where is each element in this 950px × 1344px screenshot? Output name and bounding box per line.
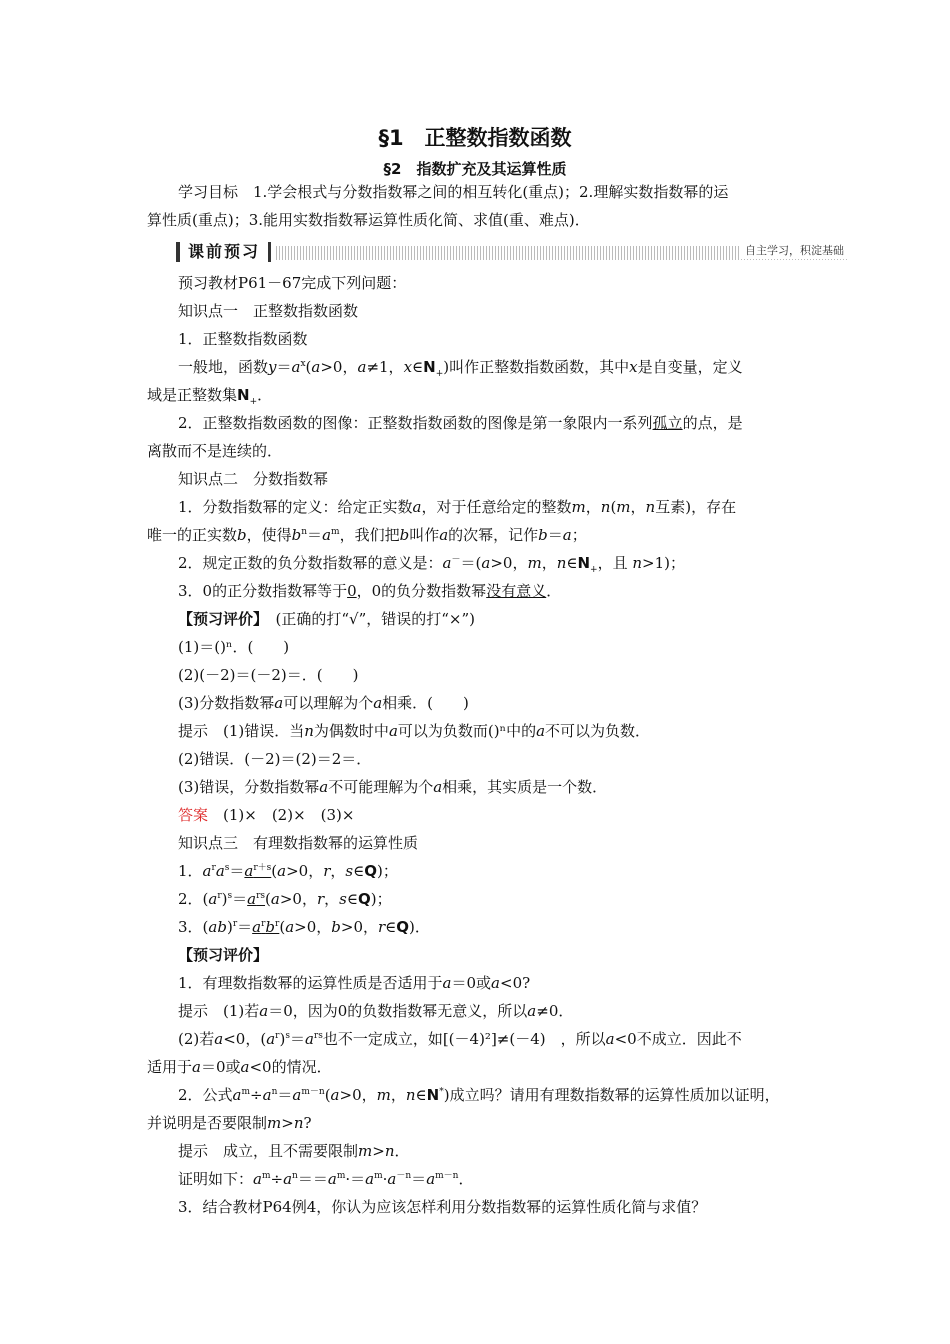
objectives-line-2: 算性质(重点)；3.能用实数指数幂运算性质化简、求值(重、难点)．: [147, 211, 590, 229]
eval-q3: (3)分数指数幂a可以理解为个a相乘．( ): [178, 694, 469, 712]
kp1-item2-line-2: 离散而不是连续的．: [147, 442, 283, 460]
banner-bar-icon: [176, 242, 180, 262]
eval2-q1: 1．有理数指数幂的运算性质是否适用于a＝0或a<0?: [178, 974, 531, 992]
tip-1: 提示 (1)错误．当n为偶数时中a可以为负数而()ⁿ中的a不可以为负数．: [178, 722, 651, 740]
kp1-item1: 1．正整数指数函数: [178, 330, 308, 348]
tip-3: (3)错误，分数指数幂a不可能理解为个a相乘，其实质是一个数．: [178, 778, 608, 796]
proof-line: 证明如下：$a^m\div a^n==a^m\cdot=a^m\cdot a^{-n}=a^{m-n}$．: [178, 1170, 474, 1188]
banner-tag: 自主学习，积淀基础: [741, 243, 848, 259]
eval2-q2-line-1: 2．公式$a^m\div a^n=a^{m-n}(a>0$，m，n∈N*)成立吗？请用有理数指数幂的运算性质加以证明，: [178, 1086, 780, 1104]
kp3-item2: 2．$(a^r)^s=a^{rs}(a>0$，r，s∈Q)；: [178, 890, 392, 908]
banner-divider: [268, 242, 271, 262]
page-subtitle: §2 指数扩充及其运算性质: [383, 160, 567, 178]
eval-q2: (2)(－2)＝(－2)＝．( ): [178, 666, 359, 684]
kp3-item1: 1．$a^ra^s=a^{r+s}(a>0$，r，s∈Q)；: [178, 862, 398, 880]
tip-2: (2)错误．(－2)＝(2)＝2＝．: [178, 750, 372, 768]
eval2-q3: 3．结合教材P64例4，你认为应该怎样利用分数指数幂的运算性质化简与求值？: [178, 1198, 707, 1216]
eval2-q2-line-2: 并说明是否要限制m>n?: [147, 1114, 312, 1132]
preview-intro: 预习教材P61－67完成下列问题：: [178, 274, 407, 292]
answer-label: 答案: [178, 806, 209, 824]
eval-heading-1: 【预习评价】 (正确的打“√”，错误的打“×”): [178, 610, 476, 628]
objectives-line-1: 学习目标 1.学会根式与分数指数幂之间的相互转化(重点)；2.理解实数指数幂的运: [178, 183, 729, 201]
eval2-tip-2: (2)若a<0，$(a^r)^s=a^{rs}$也不一定成立，如[(－4)²]≠(－4) ，所以a<0不成立．因此不: [178, 1030, 742, 1048]
section-banner: [176, 242, 848, 262]
kp2-item3: 3．0的正分数指数幂等于0，0的负分数指数幂没有意义．: [178, 582, 562, 600]
eval2-tip-3: 适用于a＝0或a<0的情况．: [147, 1058, 332, 1076]
kp2-item1-line-1: 1．分数指数幂的定义：给定正实数a，对于任意给定的整数m，n(m，n互素)，存在: [178, 498, 737, 516]
kp3-heading: 知识点三 有理数指数幂的运算性质: [178, 834, 419, 852]
kp1-definition-line-1: 一般地，函数$y=a^x(a>0$，a≠1，$x\in N_+$)叫作正整数指数函数，其中x是自变量，定义: [178, 358, 743, 379]
answer-line: 答案 (1)× (2)× (3)×: [178, 806, 355, 824]
eval2-tip-q2: 提示 成立，且不需要限制m>n．: [178, 1142, 410, 1160]
kp3-item3: 3．$(ab)^r=a^rb^r(a>0$，b>0，r∈Q)．: [178, 918, 430, 936]
page-title: §1 正整数指数函数: [378, 126, 572, 150]
kp2-heading: 知识点二 分数指数幂: [178, 470, 329, 488]
kp1-definition-line-2: 域是正整数集$N_+$．: [147, 386, 273, 407]
banner-label: 课前预习: [188, 242, 261, 261]
kp2-item2: 2．规定正数的负分数指数幂的意义是：a－＝(a>0，m，$n\in N_+$，且 n>1)；: [178, 554, 686, 575]
kp1-heading: 知识点一 正整数指数函数: [178, 302, 359, 320]
eval-heading-2: 【预习评价】: [178, 946, 269, 964]
kp1-item2-line-1: 2．正整数指数函数的图像：正整数指数函数的图像是第一象限内一系列孤立的点，是: [178, 414, 743, 432]
kp2-item1-line-2: 唯一的正实数b，使得$b^n=a^m$，我们把b叫作a的次幂，记作b＝a；: [147, 526, 587, 544]
eval2-tip-1: 提示 (1)若a＝0，因为0的负数指数幂无意义，所以a≠0．: [178, 1002, 574, 1020]
eval-q1: (1)＝()ⁿ．( ): [178, 638, 290, 656]
